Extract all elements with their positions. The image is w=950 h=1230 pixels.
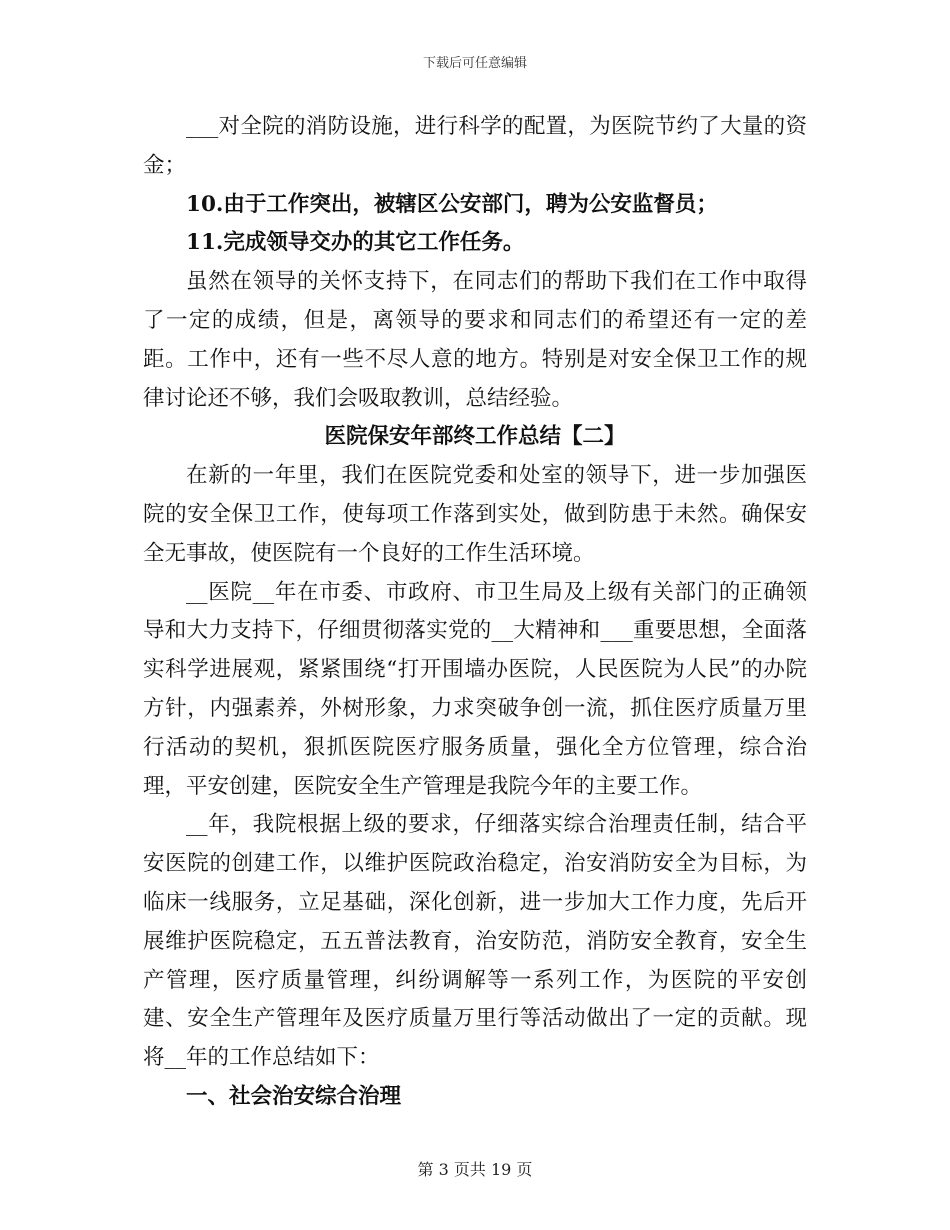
paragraph-new-year: 在新的一年里，我们在医院党委和处室的领导下，进一步加强医院的安全保卫工作，使每项工作落到实处，做到防患于未然。确保安全无事故，使医院有一个良好的工作生活环境。 bbox=[143, 463, 807, 566]
paragraph-fire-facilities: ___对全院的消防设施，进行科学的配置，为医院节约了大量的资金； bbox=[143, 114, 807, 178]
paragraph-year-summary: __年，我院根据上级的要求，仔细落实综合治理责任制，结合平安医院的创建工作，以维护医院政治稳定，治安消防安全为目标，为临床一线服务，立足基础，深化创新，进一步加大工作力度，先后开展维护医院稳定，五五普法教育，治安防范，消防安全教育，安全生产管理，医疗质量管理，纠纷调解等一系列工作，为医院的平安创建、安全生产管理年及医疗质量万里行等活动做出了一定的贡献。现将__年的工作总结如下： bbox=[143, 812, 807, 1071]
list-item-10: 10.由于工作突出，被辖区公安部门，聘为公安监督员； bbox=[186, 191, 718, 217]
page-header: 下载后可任意编辑 bbox=[422, 56, 527, 71]
section-title: 医院保安年部终工作总结【二】 bbox=[324, 424, 626, 450]
document-body bbox=[143, 108, 807, 1117]
page-footer: 第 3 页共 19 页 bbox=[417, 1160, 533, 1179]
paragraph-shortcomings: 虽然在领导的关怀支持下，在同志们的帮助下我们在工作中取得了一定的成绩，但是，离领导的要求和同志们的希望还有一定的差距。工作中，还有一些不尽人意的地方。特别是对安全保卫工作的规律讨论还不够，我们会吸取教训，总结经验。 bbox=[143, 269, 807, 411]
list-item-11: 11.完成领导交办的其它工作任务。 bbox=[186, 230, 525, 256]
paragraph-hospital-overview: __医院__年在市委、市政府、市卫生局及上级有关部门的正确领导和大力支持下，仔细贯彻落实党的__大精神和___重要思想，全面落实科学进展观，紧紧围绕“打开围墙办医院，人民医院为人民”的办院方针，内强素养，外树形象，力求突破争创一流，抓住医疗质量万里行活动的契机，狠抓医院医疗服务质量，强化全方位管理，综合治理，平安创建，医院安全生产管理是我院今年的主要工作。 bbox=[143, 579, 807, 799]
subsection-heading: 一、社会治安综合治理 bbox=[186, 1083, 402, 1109]
